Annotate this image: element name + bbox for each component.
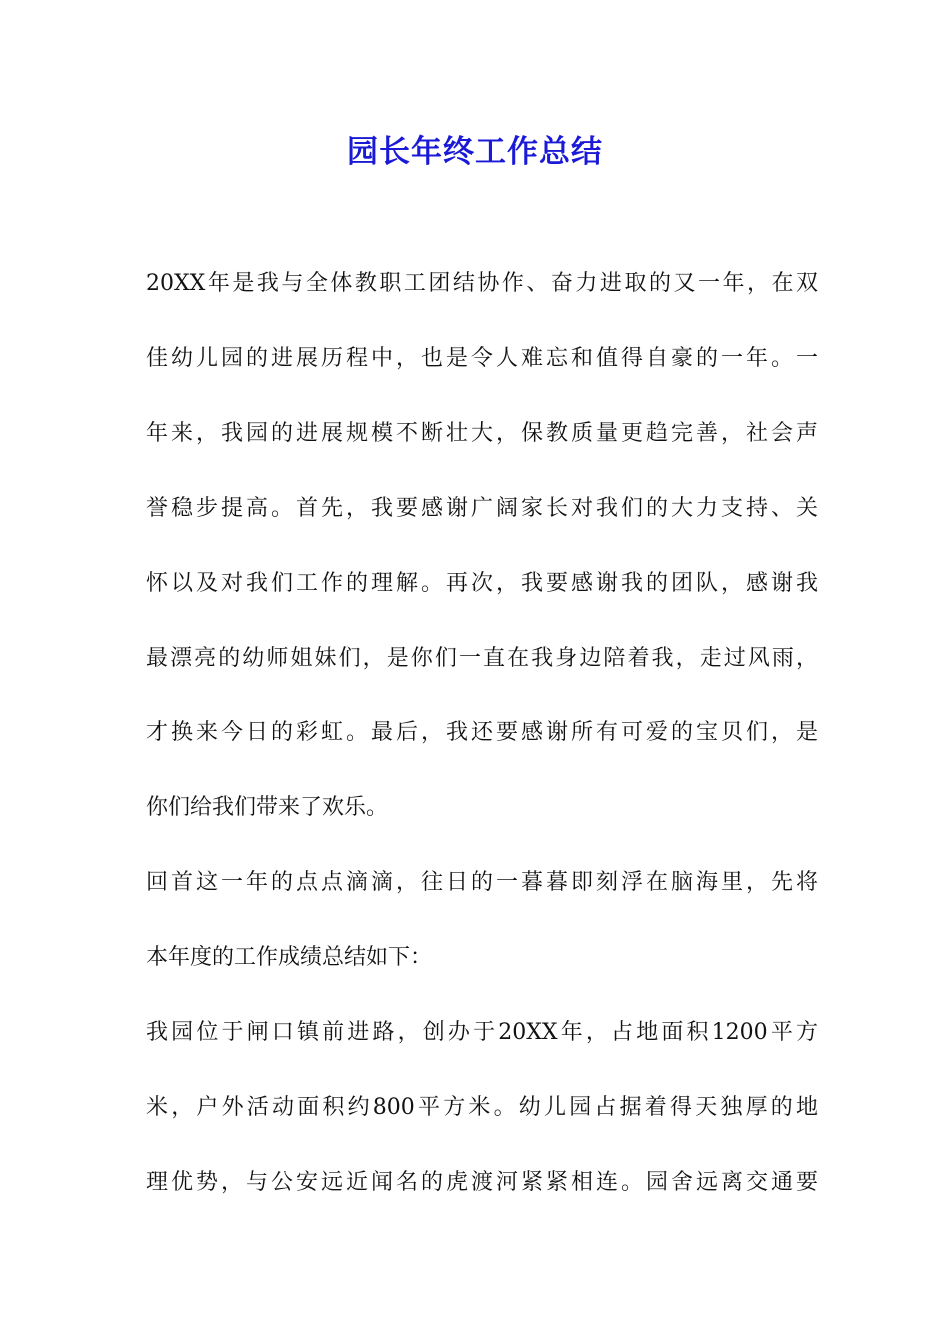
- body-line-3: 年来，我园的进展规模不断壮大，保教质量更趋完善，社会声: [146, 421, 818, 446]
- body-line-12: 米，户外活动面积约800平方米。幼儿园占据着得天独厚的地: [146, 1095, 818, 1120]
- body-line-2: 佳幼儿园的进展历程中，也是令人难忘和值得自豪的一年。一: [146, 346, 818, 371]
- body-line-5: 怀以及对我们工作的理解。再次，我要感谢我的团队，感谢我: [146, 571, 818, 596]
- body-line-7: 才换来今日的彩虹。最后，我还要感谢所有可爱的宝贝们，是: [146, 720, 818, 745]
- body-line-10: 本年度的工作成绩总结如下：: [146, 945, 433, 970]
- body-line-6: 最漂亮的幼师姐妹们，是你们一直在我身边陪着我，走过风雨，: [146, 646, 818, 671]
- body-line-9: 回首这一年的点点滴滴，往日的一暮暮即刻浮在脑海里，先将: [146, 870, 818, 895]
- body-line-13: 理优势，与公安远近闻名的虎渡河紧紧相连。园舍远离交通要: [146, 1170, 818, 1195]
- body-line-11: 我园位于闸口镇前进路，创办于20XX年，占地面积1200平方: [146, 1020, 818, 1045]
- document-title: 园长年终工作总结: [347, 134, 603, 170]
- body-line-4: 誉稳步提高。首先，我要感谢广阔家长对我们的大力支持、关: [146, 496, 818, 521]
- body-line-1: 20XX年是我与全体教职工团结协作、奋力进取的又一年，在双: [146, 271, 818, 296]
- body-line-8: 你们给我们带来了欢乐。: [146, 795, 389, 820]
